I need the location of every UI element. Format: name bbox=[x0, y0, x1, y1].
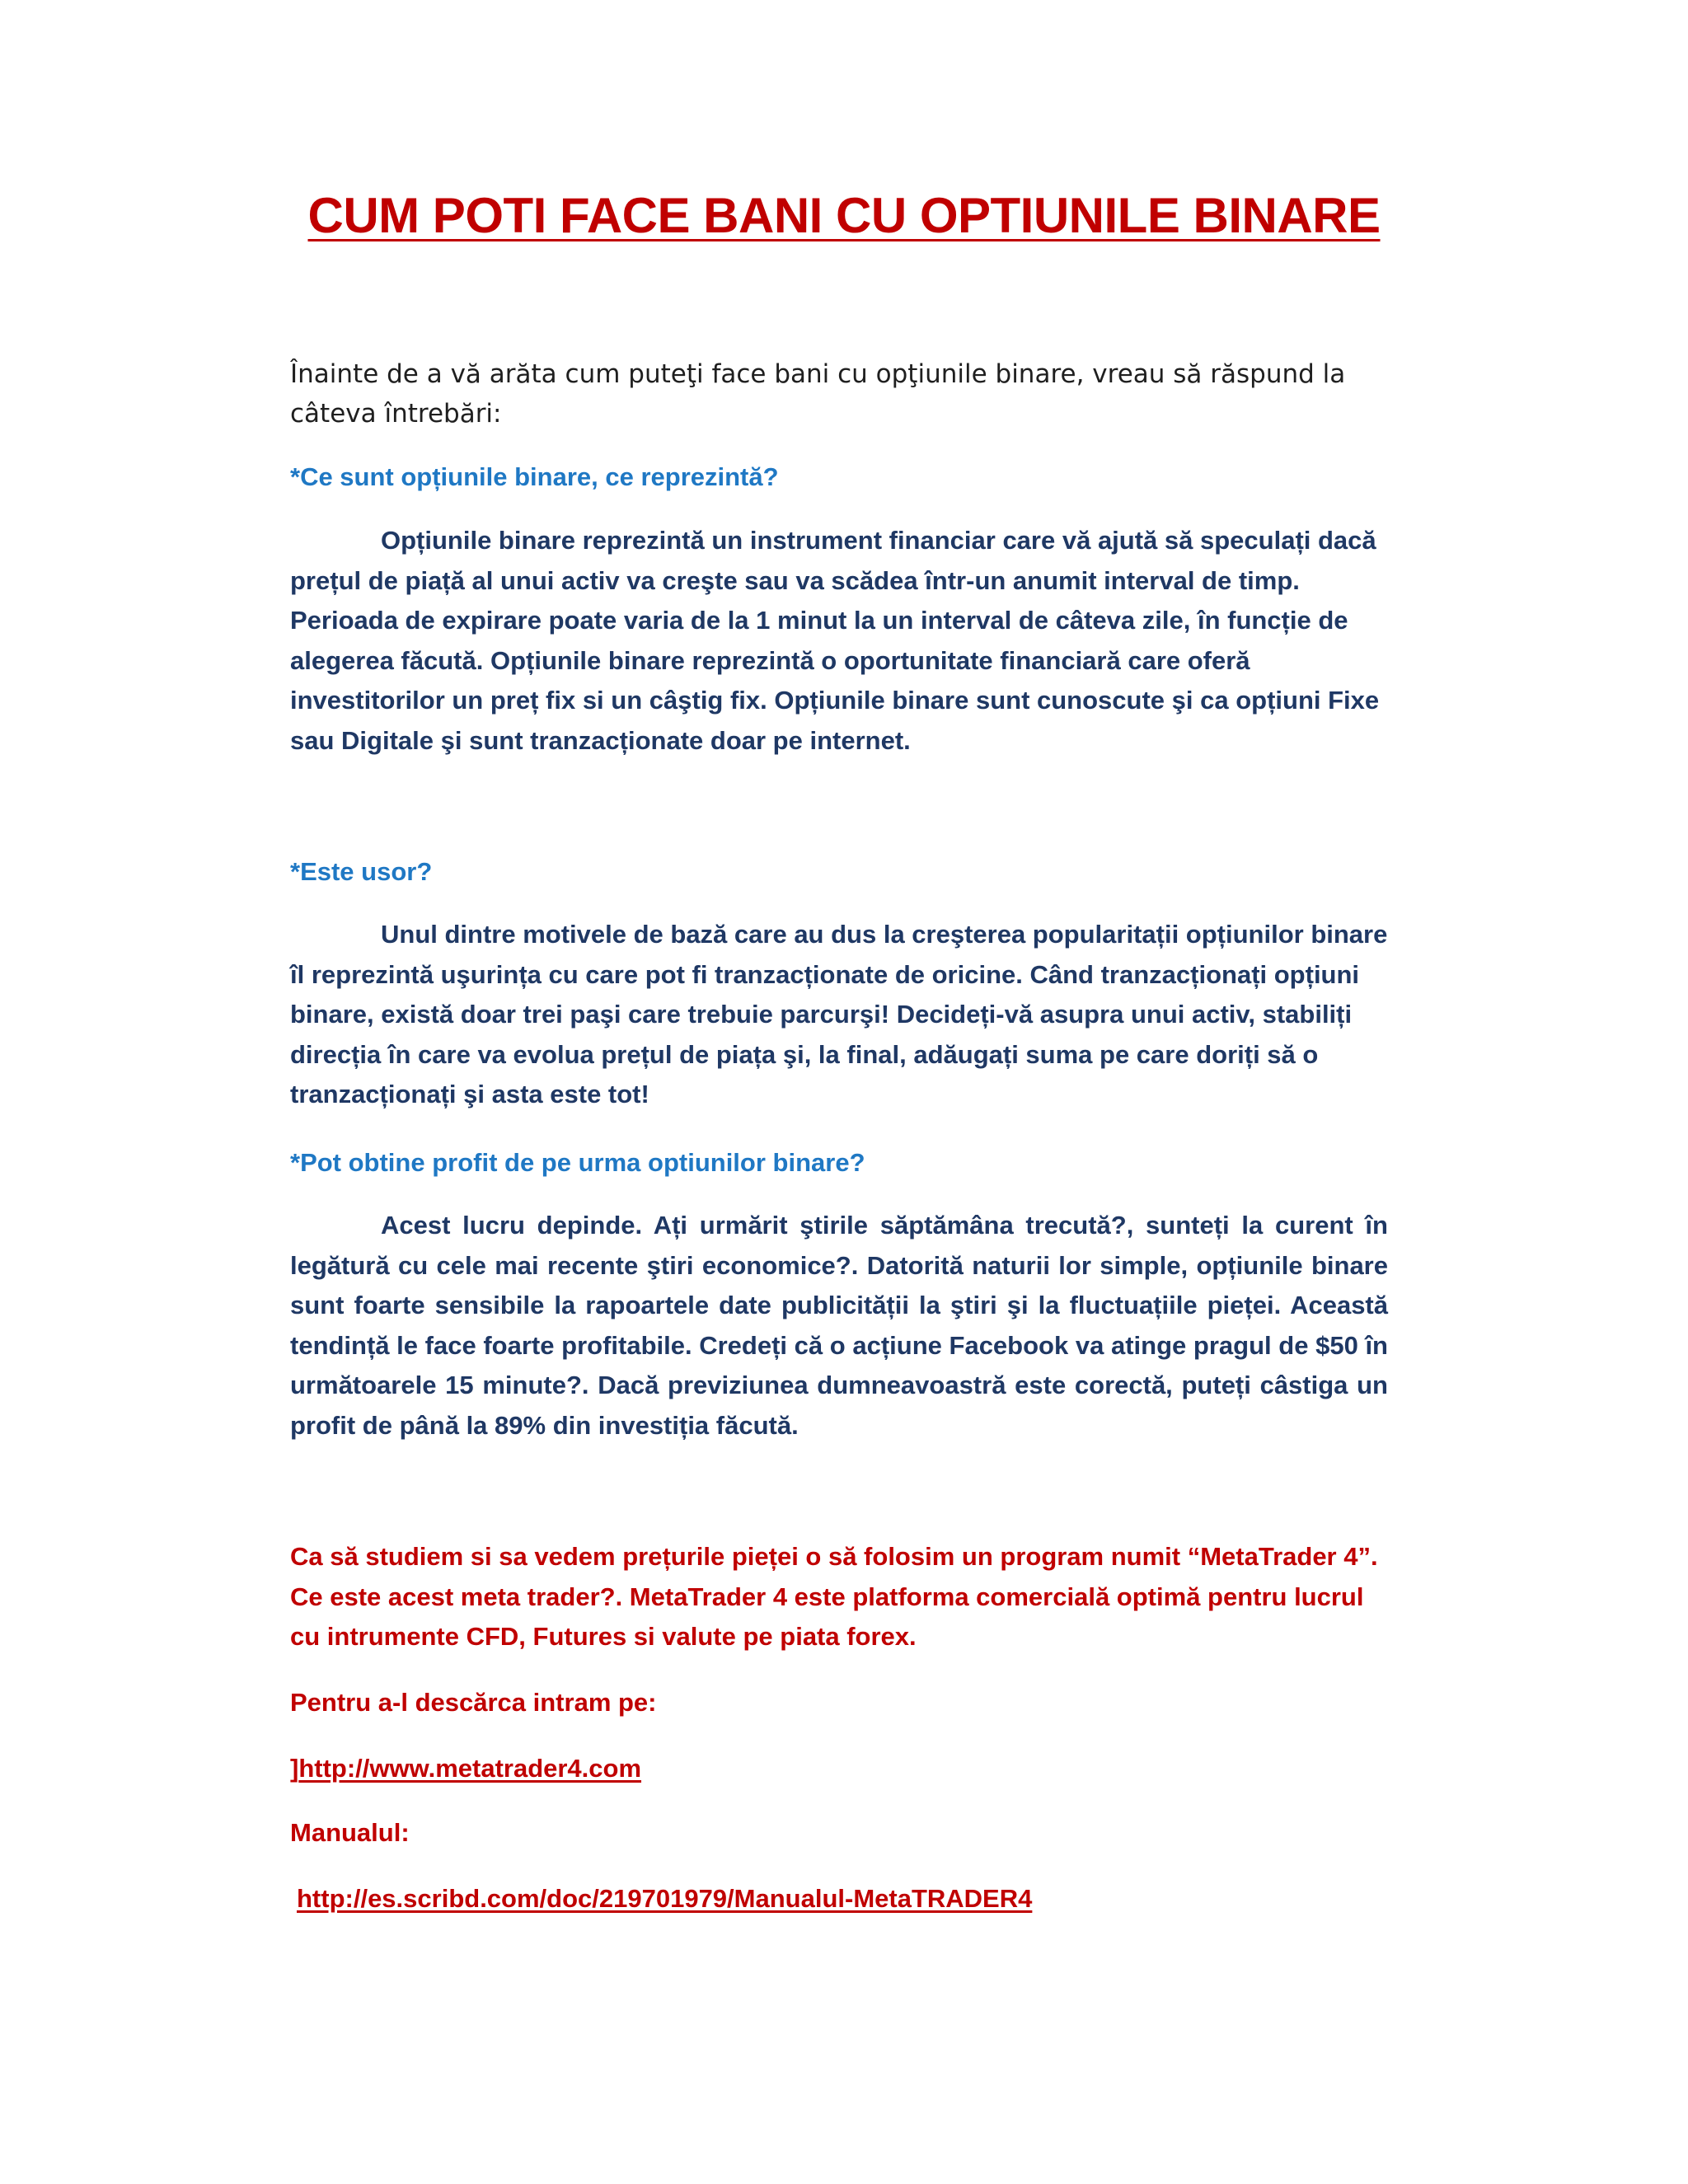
section-heading-profit: *Pot obtine profit de pe urma optiunilor binare? bbox=[290, 1148, 865, 1177]
download-label: Pentru a-l descărca intram pe: bbox=[290, 1688, 657, 1717]
metatrader-paragraph: Ca să studiem si sa vedem prețurile pieței o să folosim un program numit “MetaTrader 4”. Ce este acest meta trader?. MetaTrader 4 este platforma comercială optimă pentru lucrul cu intrumente CFD, Futures si valute pe piata forex. bbox=[290, 1542, 1378, 1651]
section-body-easy: Unul dintre motivele de bază care au dus la creşterea popularitații opțiunilor binare îl reprezintă uşurința cu care pot fi tranzacționate de oricine. Când tranzacționați opțiuni binare, există doar trei paşi care trebuie parcurşi! Decideți-vă asupra unui activ, stabiliți direcția în care va evolua prețul de piața şi, la final, adăugați suma pe care doriți să o tranzacționați şi asta este tot! bbox=[290, 920, 1388, 1108]
metatrader-download-link[interactable]: http://www.metatrader4.com bbox=[298, 1754, 642, 1783]
manual-label: Manualul: bbox=[290, 1818, 410, 1847]
section-heading-what: *Ce sunt opțiunile binare, ce reprezintă? bbox=[290, 462, 779, 491]
manual-link[interactable]: http://es.scribd.com/doc/219701979/Manualul-MetaTRADER4 bbox=[297, 1884, 1033, 1913]
manual-line bbox=[297, 1879, 1401, 1919]
page-title: CUM POTI FACE BANI CU OPTIUNILE BINARE bbox=[307, 188, 1381, 243]
download-prefix: ] bbox=[290, 1754, 299, 1783]
download-line bbox=[290, 1749, 1395, 1789]
intro-paragraph: Înainte de a vă arăta cum puteţi face bani cu opţiunile binare, vreau să răspund la câteva întrebări: bbox=[290, 359, 1346, 429]
section-heading-easy: *Este usor? bbox=[290, 857, 433, 886]
section-body-what: Opțiunile binare reprezintă un instrument financiar care vă ajută să speculați dacă prețul de piață al unui activ va creşte sau va scădea într-un anumit interval de timp. Perioada de expirare poate varia de la 1 minut la un interval de câteva zile, în funcție de alegerea făcută. Opțiunile binare reprezintă o oportunitate financiară care oferă investitorilor un preț fix si un câştig fix. Opțiunile binare sunt cunoscute şi ca opțiuni Fixe sau Digitale şi sunt tranzacționate doar pe internet. bbox=[290, 526, 1380, 755]
section-body-profit: Acest lucru depinde. Ați urmărit ştirile săptămâna trecută?, sunteți la curent în legătură cu cele mai recente ştiri economice?. Datorită naturii lor simple, opțiunile binare sunt foarte sensibile la rapoartele date publicității la ştiri şi la fluctuațiile pieței. Această tendință le face foarte profitabile. Credeți că o acțiune Facebook va atinge pragul de $50 în următoarele 15 minute?. Dacă previziunea dumneavoastră este corectă, puteți câstiga un profit de până la 89% din investiția făcută. bbox=[290, 1211, 1388, 1440]
